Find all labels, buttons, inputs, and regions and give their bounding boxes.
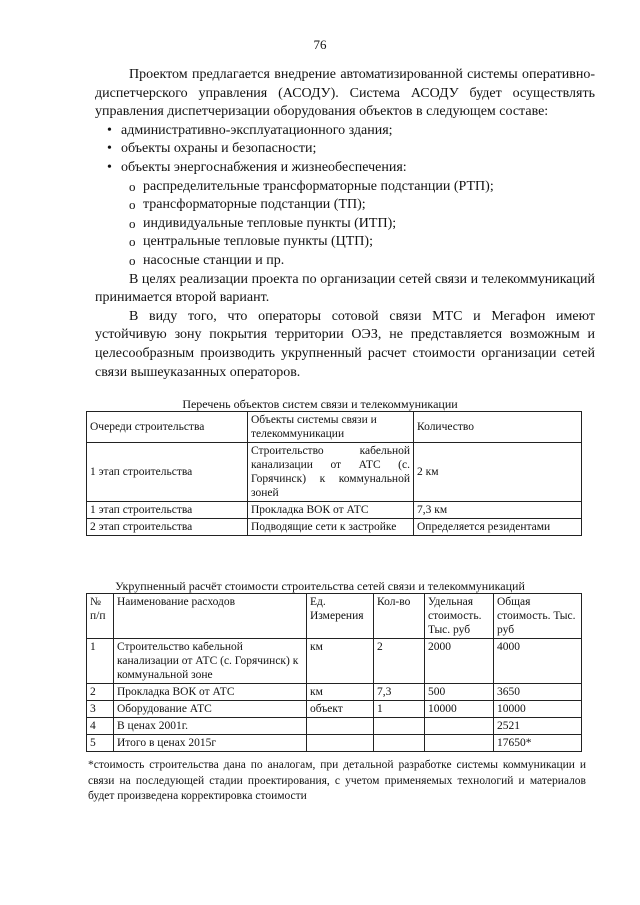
table-cell: Строительство кабельной канализации от АТС (с. Горячинск) к коммунальной зоне (114, 639, 307, 684)
table-cell: 7,3 км (414, 502, 582, 519)
table-cell: 4 (87, 718, 114, 735)
table-header-cell: Очереди строительства (87, 412, 248, 443)
table-header-row (87, 412, 582, 443)
table-cell: 3650 (494, 684, 582, 701)
table-cell (307, 735, 374, 752)
intro-paragraph: Проектом предлагается внедрение автоматизированной системы оперативно-диспетчерского управления (АСОДУ). Система АСОДУ будет осуществлять управления диспетчеризации оборудования объектов в следующем составе: (95, 67, 595, 120)
table-cell: 2521 (494, 718, 582, 735)
table-header-cell: Удельная стоимость. Тыс. руб (425, 594, 494, 639)
table-cell: 1 этап строительства (87, 502, 248, 519)
table-cell (307, 718, 374, 735)
table-cell: объект (307, 701, 374, 718)
table-cell: 10000 (425, 701, 494, 718)
table-header-cell: Наименование расходов (114, 594, 307, 639)
table-header-cell: Кол-во (374, 594, 425, 639)
cost-table (86, 593, 582, 752)
sub-bullet-item: o насосные станции и пр. (95, 252, 595, 271)
table-cell: 5 (87, 735, 114, 752)
table-cell: 17650* (494, 735, 582, 752)
table1-caption: Перечень объектов систем связи и телекоммуникации (182, 397, 458, 411)
table-cell: 2 (87, 684, 114, 701)
sub-bullet-item: o распределительные трансформаторные подстанции (РТП); (95, 178, 595, 197)
table-cell: Определяется резидентами (414, 519, 582, 536)
footnote: *стоимость строительства дана по аналогам, при детальной разработке системы коммуникации и связи на последующей стадии проектирования, с учетом применяемых технологий и материалов будет произведена корректировка стоимости (88, 759, 586, 802)
table-row (87, 718, 582, 735)
table-row (87, 502, 582, 519)
table-cell: 2 (374, 639, 425, 684)
table-cell: 1 этап строительства (87, 443, 248, 502)
table-header-cell: Количество (414, 412, 582, 443)
table-header-cell: № п/п (87, 594, 114, 639)
table-cell: 3 (87, 701, 114, 718)
table-cell: км (307, 684, 374, 701)
table-cell: Подводящие сети к застройке (248, 519, 414, 536)
sub-bullet-item: o трансформаторные подстанции (ТП); (95, 196, 595, 215)
table-row (87, 701, 582, 718)
table-cell: 1 (87, 639, 114, 684)
table-cell: Итого в ценах 2015г (114, 735, 307, 752)
table-row (87, 735, 582, 752)
table-cell: 10000 (494, 701, 582, 718)
table-cell: 4000 (494, 639, 582, 684)
body-text (95, 66, 595, 382)
table2-caption: Укрупненный расчёт стоимости строительства сетей связи и телекоммуникаций (115, 579, 525, 593)
table-cell (374, 735, 425, 752)
table-cell (425, 735, 494, 752)
bullet-item: • объекты энергоснабжения и жизнеобеспечения: (95, 159, 595, 178)
table-cell: км (307, 639, 374, 684)
objects-table (86, 411, 582, 536)
table-row (87, 684, 582, 701)
table-header-cell: Ед. Измерения (307, 594, 374, 639)
table-cell: 2000 (425, 639, 494, 684)
table-cell: Прокладка ВОК от АТС (248, 502, 414, 519)
bullet-list (95, 122, 595, 178)
table-cell (425, 718, 494, 735)
sub-bullet-item: o центральные тепловые пункты (ЦТП); (95, 233, 595, 252)
table-cell: Строительство кабельной канализации от АТС (с. Горячинск) к коммунальной зоней (248, 443, 414, 502)
table-header-cell: Объекты системы связи и телекоммуникации (248, 412, 414, 443)
table-cell: В ценах 2001г. (114, 718, 307, 735)
table-row (87, 639, 582, 684)
bullet-item: • объекты охраны и безопасности; (95, 140, 595, 159)
table-header-cell: Общая стоимость. Тыс. руб (494, 594, 582, 639)
table-row (87, 443, 582, 502)
table-cell (374, 718, 425, 735)
table-cell: Прокладка ВОК от АТС (114, 684, 307, 701)
table-cell: 2 км (414, 443, 582, 502)
paragraph-operators: В виду того, что операторы сотовой связи МТС и Мегафон имеют устойчивую зону покрытия территории ОЭЗ, не представляется возможным и целесообразным производить укрупненный расчет стоимости организации сетей связи вышеуказанных операторов. (95, 308, 595, 380)
table-cell: 500 (425, 684, 494, 701)
table-cell: 1 (374, 701, 425, 718)
table-cell: Оборудование АТС (114, 701, 307, 718)
table-cell: 7,3 (374, 684, 425, 701)
paragraph-variant: В целях реализации проекта по организации сетей связи и телекоммуникаций принимается второй вариант. (95, 271, 595, 306)
table-header-row (87, 594, 582, 639)
sub-bullet-item: o индивидуальные тепловые пункты (ИТП); (95, 215, 595, 234)
sub-bullet-list (95, 178, 595, 271)
page-number: 76 (313, 37, 327, 52)
table-cell: 2 этап строительства (87, 519, 248, 536)
table-row (87, 519, 582, 536)
bullet-item: • административно-эксплуатационного здания; (95, 122, 595, 141)
